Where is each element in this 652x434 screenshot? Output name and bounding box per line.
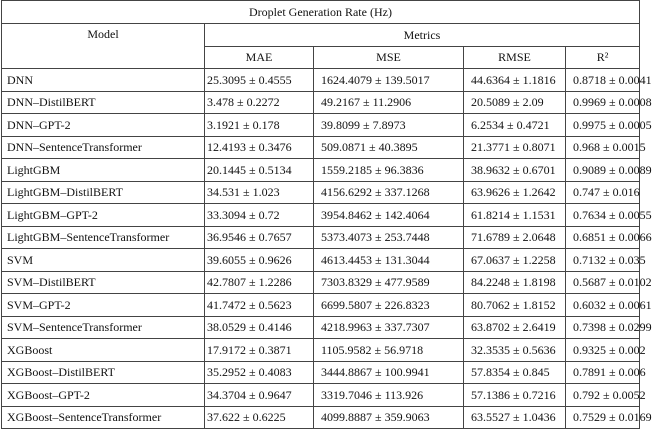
mse-cell: 1559.2185 ± 96.3836 [314, 159, 464, 182]
r2-cell: 0.6032 ± 0.0061 [566, 294, 640, 317]
table-title: Droplet Generation Rate (Hz) [2, 1, 640, 24]
mae-cell: 25.3095 ± 0.4555 [205, 69, 314, 92]
mae-cell: 42.7807 ± 1.2286 [205, 271, 314, 294]
mae-cell: 17.9172 ± 0.3871 [205, 339, 314, 362]
rmse-cell: 63.8702 ± 2.6419 [464, 316, 566, 339]
rmse-cell: 71.6789 ± 2.0648 [464, 226, 566, 249]
rmse-cell: 80.7062 ± 1.8152 [464, 294, 566, 317]
mse-cell: 4156.6292 ± 337.1268 [314, 181, 464, 204]
rmse-cell: 63.9626 ± 1.2642 [464, 181, 566, 204]
mse-cell: 3319.7046 ± 113.926 [314, 384, 464, 407]
mse-cell: 6699.5807 ± 226.8323 [314, 294, 464, 317]
mae-cell: 41.7472 ± 0.5623 [205, 294, 314, 317]
table-row [2, 249, 640, 272]
mse-cell: 1624.4079 ± 139.5017 [314, 69, 464, 92]
table-row [2, 159, 640, 182]
rmse-cell: 6.2534 ± 0.4721 [464, 114, 566, 137]
model-cell: XGBoost–DistilBERT [2, 361, 205, 384]
mse-cell: 3444.8867 ± 100.9941 [314, 361, 464, 384]
r2-cell: 0.8718 ± 0.0041 [566, 69, 640, 92]
mse-cell: 4613.4453 ± 131.3044 [314, 249, 464, 272]
mae-cell: 38.0529 ± 0.4146 [205, 316, 314, 339]
r2-cell: 0.6851 ± 0.0066 [566, 226, 640, 249]
model-cell: DNN–SentenceTransformer [2, 136, 205, 159]
rmse-cell: 38.9632 ± 0.6701 [464, 159, 566, 182]
table-row [2, 384, 640, 407]
table-row [2, 91, 640, 114]
r2-cell: 0.7634 ± 0.0055 [566, 204, 640, 227]
mse-cell: 49.2167 ± 11.2906 [314, 91, 464, 114]
header-row-top [2, 24, 640, 47]
mae-cell: 35.2952 ± 0.4083 [205, 361, 314, 384]
mse-cell: 5373.4073 ± 253.7448 [314, 226, 464, 249]
mae-column-header: MAE [205, 46, 314, 69]
results-table [1, 0, 652, 429]
r2-cell: 0.5687 ± 0.0102 [566, 271, 640, 294]
mae-cell: 3.1921 ± 0.178 [205, 114, 314, 137]
mae-cell: 34.3704 ± 0.9647 [205, 384, 314, 407]
table-row [2, 204, 640, 227]
model-cell: LightGBM–SentenceTransformer [2, 226, 205, 249]
rmse-cell: 67.0637 ± 1.2258 [464, 249, 566, 272]
rmse-cell: 57.1386 ± 0.7216 [464, 384, 566, 407]
table-row [2, 69, 640, 92]
r2-cell: 0.7891 ± 0.006 [566, 361, 640, 384]
model-cell: DNN–GPT-2 [2, 114, 205, 137]
mae-cell: 33.3094 ± 0.72 [205, 204, 314, 227]
model-cell: DNN–DistilBERT [2, 91, 205, 114]
mae-cell: 3.478 ± 0.2272 [205, 91, 314, 114]
mse-cell: 509.0871 ± 40.3895 [314, 136, 464, 159]
mse-cell: 4218.9963 ± 337.7307 [314, 316, 464, 339]
rmse-cell: 44.6364 ± 1.1816 [464, 69, 566, 92]
rmse-cell: 20.5089 ± 2.09 [464, 91, 566, 114]
model-column-header: Model [2, 24, 205, 69]
rmse-column-header: RMSE [464, 46, 566, 69]
mae-cell: 34.531 ± 1.023 [205, 181, 314, 204]
table-row [2, 136, 640, 159]
table-row [2, 361, 640, 384]
mae-cell: 36.9546 ± 0.7657 [205, 226, 314, 249]
r2-cell: 0.7529 ± 0.0169 [566, 406, 640, 429]
mse-cell: 39.8099 ± 7.8973 [314, 114, 464, 137]
table-row [2, 226, 640, 249]
table-row [2, 294, 640, 317]
rmse-cell: 21.3771 ± 0.8071 [464, 136, 566, 159]
table-row [2, 316, 640, 339]
r2-column-header: R² [566, 46, 640, 69]
model-cell: XGBoost [2, 339, 205, 362]
mae-cell: 20.1445 ± 0.5134 [205, 159, 314, 182]
model-cell: SVM–SentenceTransformer [2, 316, 205, 339]
r2-cell: 0.792 ± 0.0052 [566, 384, 640, 407]
table-title-row [2, 1, 640, 24]
table-row [2, 339, 640, 362]
mae-cell: 12.4193 ± 0.3476 [205, 136, 314, 159]
mae-cell: 39.6055 ± 0.9626 [205, 249, 314, 272]
table-row [2, 271, 640, 294]
model-cell: XGBoost–GPT-2 [2, 384, 205, 407]
r2-cell: 0.9975 ± 0.0005 [566, 114, 640, 137]
model-cell: DNN [2, 69, 205, 92]
rmse-cell: 61.8214 ± 1.1531 [464, 204, 566, 227]
table-row [2, 114, 640, 137]
model-cell: LightGBM–GPT-2 [2, 204, 205, 227]
r2-cell: 0.9969 ± 0.0008 [566, 91, 640, 114]
metrics-column-header: Metrics [205, 24, 640, 47]
rmse-cell: 84.2248 ± 1.8198 [464, 271, 566, 294]
r2-cell: 0.968 ± 0.0015 [566, 136, 640, 159]
model-cell: SVM [2, 249, 205, 272]
r2-cell: 0.9325 ± 0.002 [566, 339, 640, 362]
r2-cell: 0.9089 ± 0.0089 [566, 159, 640, 182]
model-cell: XGBoost–SentenceTransformer [2, 406, 205, 429]
mse-cell: 4099.8887 ± 359.9063 [314, 406, 464, 429]
table-row [2, 181, 640, 204]
rmse-cell: 63.5527 ± 1.0436 [464, 406, 566, 429]
model-cell: LightGBM [2, 159, 205, 182]
r2-cell: 0.747 ± 0.016 [566, 181, 640, 204]
model-cell: LightGBM–DistilBERT [2, 181, 205, 204]
rmse-cell: 32.3535 ± 0.5636 [464, 339, 566, 362]
model-cell: SVM–GPT-2 [2, 294, 205, 317]
mae-cell: 37.622 ± 0.6225 [205, 406, 314, 429]
mse-cell: 7303.8329 ± 477.9589 [314, 271, 464, 294]
mse-cell: 1105.9582 ± 56.9718 [314, 339, 464, 362]
r2-cell: 0.7132 ± 0.035 [566, 249, 640, 272]
table-row [2, 406, 640, 429]
table-body [2, 69, 652, 429]
mse-column-header: MSE [314, 46, 464, 69]
r2-cell: 0.7398 ± 0.0299 [566, 316, 640, 339]
mse-cell: 3954.8462 ± 142.4064 [314, 204, 464, 227]
rmse-cell: 57.8354 ± 0.845 [464, 361, 566, 384]
model-cell: SVM–DistilBERT [2, 271, 205, 294]
